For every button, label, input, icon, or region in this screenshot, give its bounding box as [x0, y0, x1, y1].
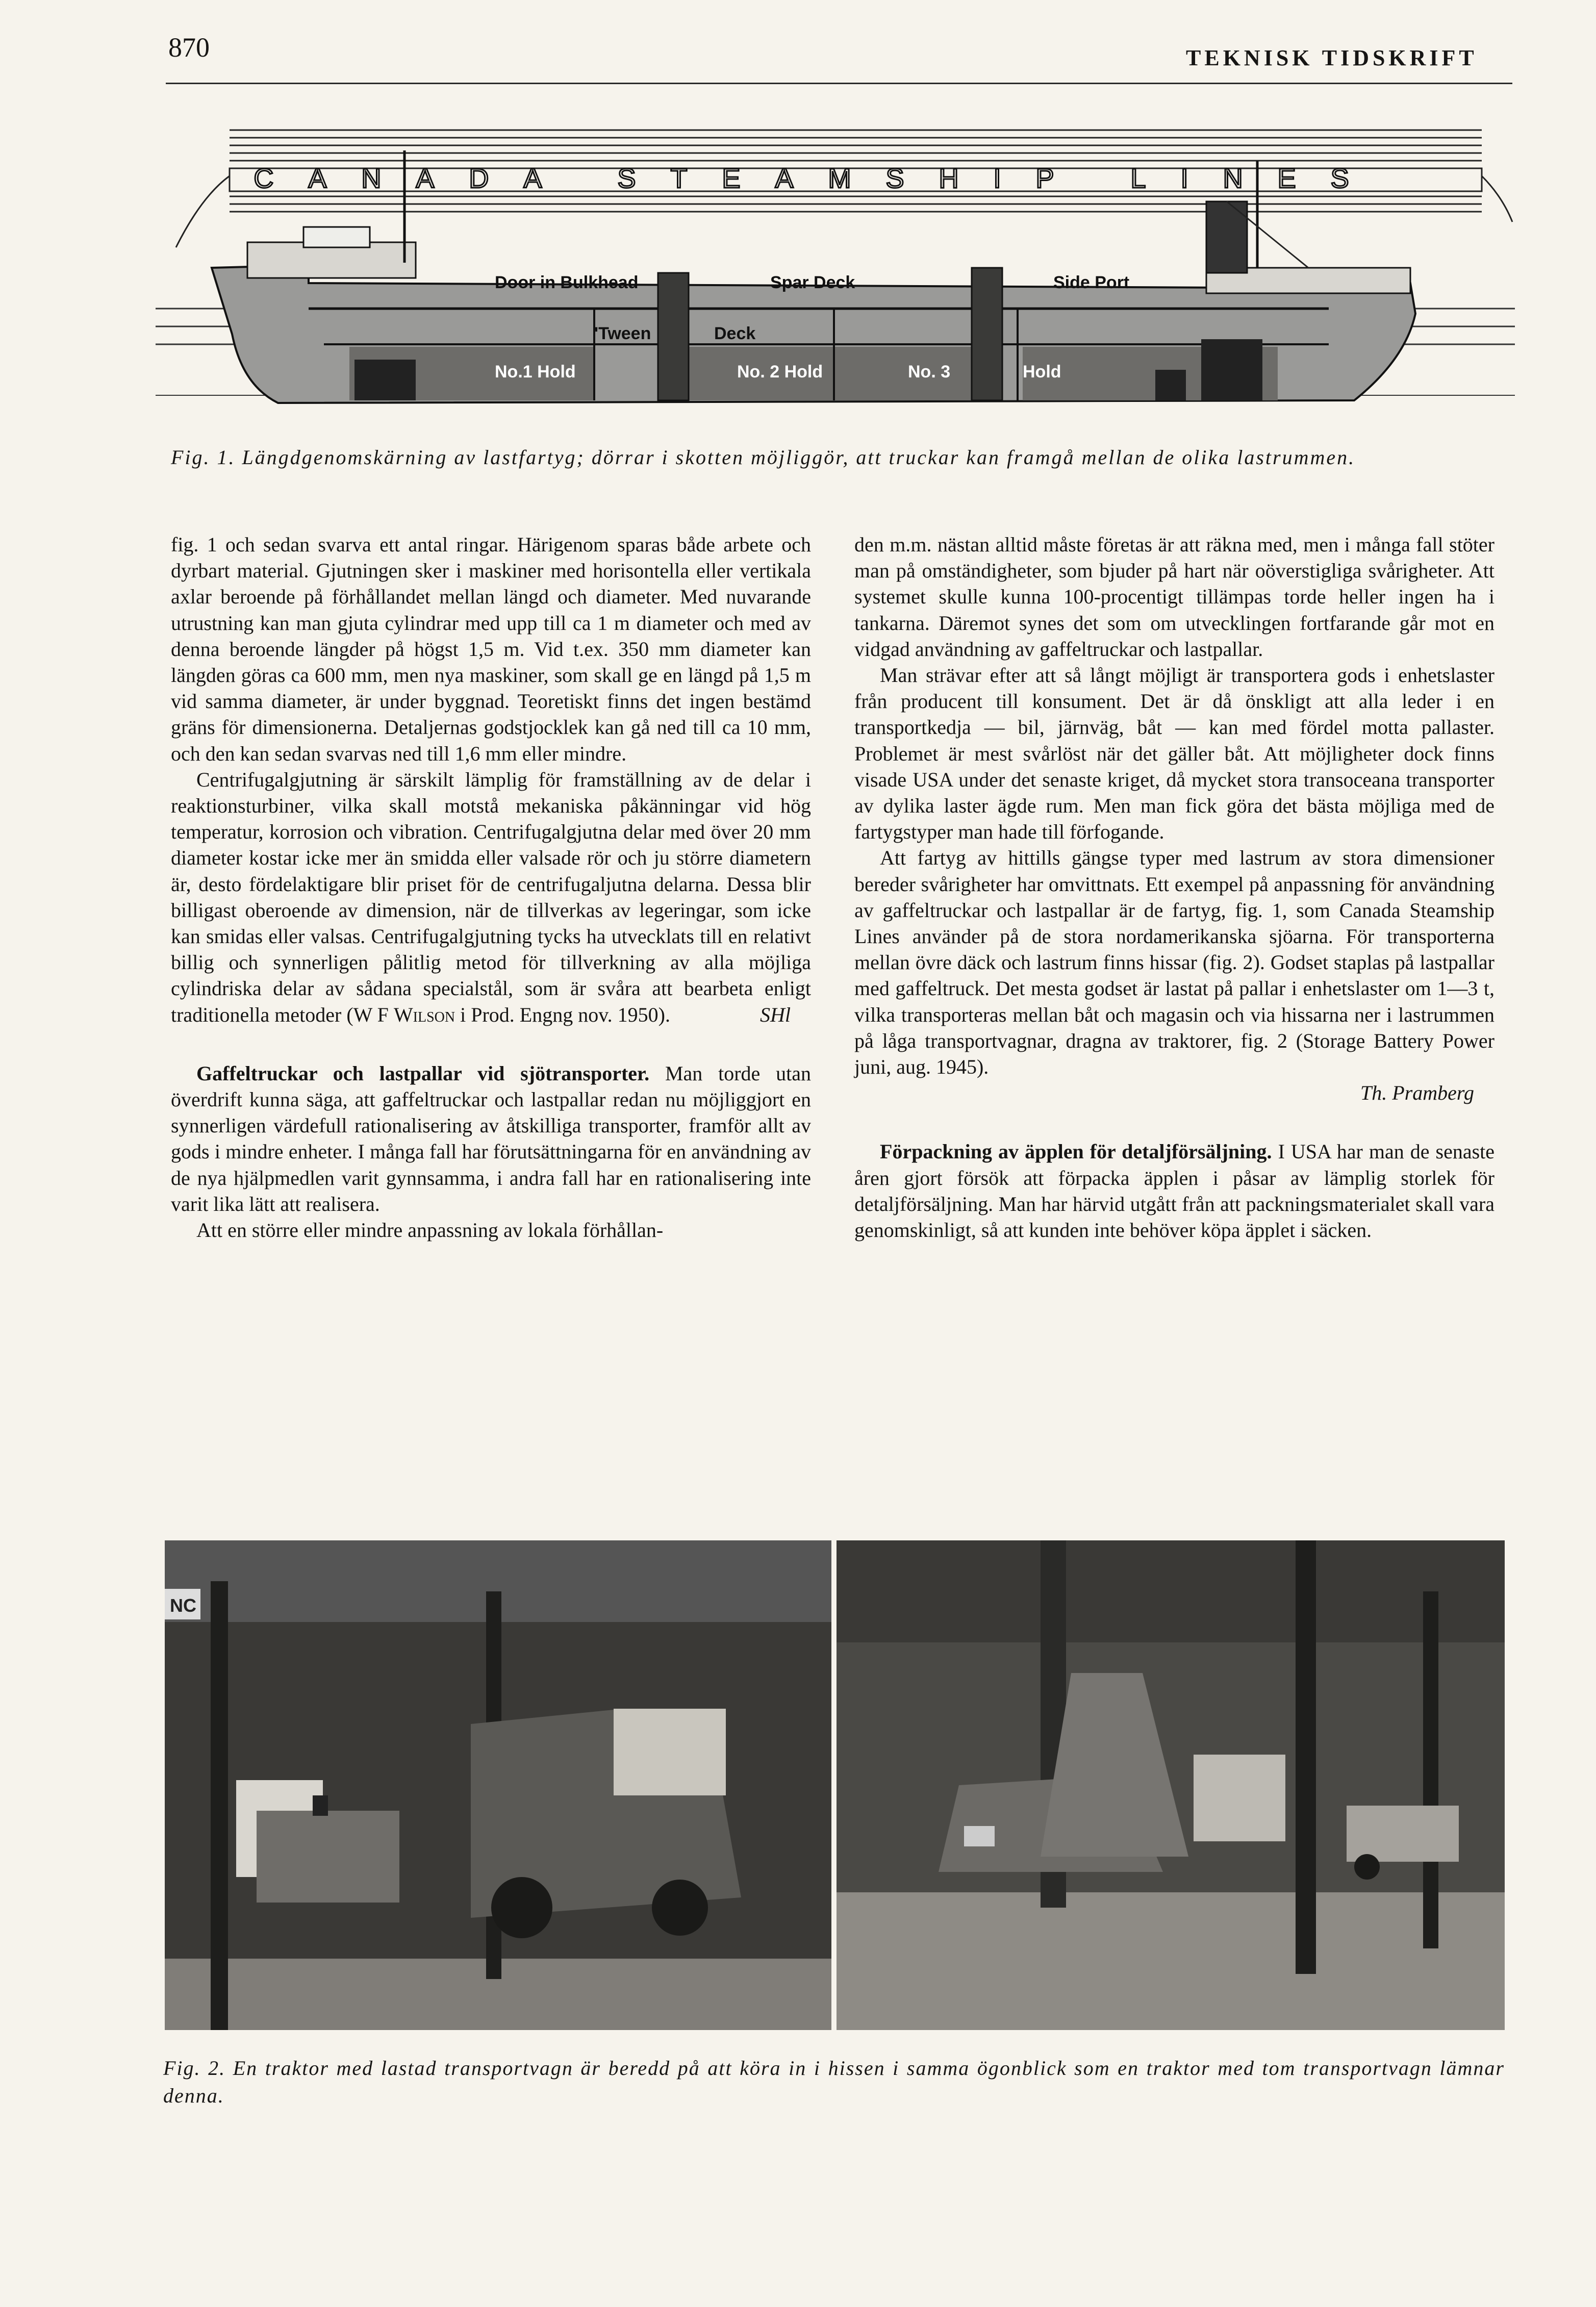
signature: Th. Pramberg	[1360, 1081, 1474, 1105]
label-spar: Spar Deck	[770, 273, 855, 292]
page-number: 870	[168, 32, 210, 63]
paragraph: Förpackning av äpplen för detaljförsäljning. I USA har man de senaste åren gjort försök att förpacka äpplen i påsar av lämplig storlek för detaljförsäljning. Man har härvid utgått från att packningsmaterialet skall vara genomskinligt, så att kunden inte behöver köpa äpplet i säcken.	[854, 1140, 1495, 1242]
paragraph: Att fartyg av hittills gängse typer med lastrum av stora dimensioner bereder svårigheter har omvittnats. Ett exempel på anpassning för användning av gaffeltruckar och lastpallar är de fartyg, fig. 1, som Canada Steamship Lines använder på de stora nordamerikanska sjöarna. För transporterna mellan övre däck och lastrum finns hissar (fig. 2). Godset staplas på lastpallar med gaffeltruck. Det mesta godset är lastat på pallar i enhetslaster om 1—3 t, vilka transporteras mellan båt och magasin och via hissarna ner i lastrummen på låga transportvagnar, dragna av traktorer, fig. 2 (Storage Battery Power juni, aug. 1945).	[854, 846, 1494, 1079]
label-side: Side Port	[1053, 273, 1130, 292]
label-deck: Deck	[714, 324, 756, 343]
label-hold2: No. 2 Hold	[737, 362, 823, 382]
label-hold1: No.1 Hold	[495, 362, 576, 382]
section-heading: Förpackning av äpplen för detaljförsäljning.	[880, 1140, 1272, 1163]
figure-2-caption: Fig. 2. En traktor med lastad transportvagn är beredd på att köra in i hissen i samma ögonblick som en traktor med tom transportvagn lämnar denna.	[163, 2057, 1505, 2107]
paragraph: den m.m. nästan alltid måste företas är att räkna med, men i många fall stöter man på omständigheter, som bjuder på hart när oöverstigliga svårigheter. Att systemet skulle kunna 100-procentigt tillämpas torde heller ingen ha i tankarna. Däremot synes det som om utvecklingen fortfarande går mot en vidgad användning av gaffeltruckar och lastpallar.	[854, 533, 1494, 661]
figure-2-photo-right	[837, 1540, 1505, 2030]
photo-sign: NC	[170, 1595, 196, 1616]
paragraph: Att en större eller mindre anpassning av lokala förhållan-	[196, 1219, 664, 1242]
figure-1-caption: Fig. 1. Längdgenomskärning av lastfartyg; dörrar i skotten möjliggör, att truckar kan framgå mellan de olika lastrummen.	[171, 446, 1356, 469]
journal-title: TEKNISK TIDSKRIFT	[1186, 45, 1478, 70]
label-hold3a: No. 3	[908, 362, 951, 382]
author-name: Wilson	[393, 1003, 455, 1026]
signature: SHl	[760, 1003, 791, 1026]
label-tween: 'Tween	[594, 324, 651, 343]
paragraph: fig. 1 och sedan svarva ett antal ringar. Härigenom sparas både arbete och dyrbart material. Gjutningen sker i maskiner med horisontella eller vertikala axlar beroende på förhållandet mellan längd och diameter. Med nuvarande utrustning kan man gjuta cylindrar med upp till ca 1 m diameter och med av denna beroende längder på högst 1,5 m. Vid t.ex. 350 mm diameter kan längden göras ca 600 mm, men nya maskiner, som skall ge en längd på 1,5 m vid samma diameter, är under byggnad. Teoretiskt finns det ingen bestämd gräns för dimensionerna. Detaljernas godstjocklek kan gå ned till ca 10 mm, och den kan sedan svarvas ned till 1,6 mm eller mindre.	[171, 533, 811, 765]
column-right	[854, 531, 1494, 1243]
spacer	[171, 1028, 811, 1060]
banner-text: CANADA STEAMSHIP LINES	[254, 163, 1384, 194]
figure-1-ship-diagram	[156, 120, 1515, 421]
paragraph: Man strävar efter att så långt möjligt är transportera gods i enhetslaster från producent till konsument. Det är då önskligt att alla leder i en transportkedja — bil, järnväg, båt — kan med fördel motta pallaster. Problemet är mest svårlöst när det gäller båt. Att möjligheter dock finns visade USA under det senaste kriget, då mycket stora transoceana transporter av dylika laster ägde rum. Men man fick göra det bästa möjliga med de fartygstyper man hade till förfogande.	[854, 664, 1494, 844]
section-heading: Gaffeltruckar och lastpallar vid sjötransporter.	[196, 1061, 650, 1085]
paragraph: Gaffeltruckar och lastpallar vid sjötransporter. Man torde utan överdrift kunna säga, att gaffeltruckar och lastpallar redan nu möjliggjort en synnerligen värdefull rationalisering av åtskilliga transporter, framför allt av gods i mindre enheter. I många fall har förutsättningarna för en användning av de nya hjälpmedlen varit gynnsamma, i andra fall har en rationalisering inte varit lika lätt att realisera.	[171, 1061, 812, 1215]
label-door: Door in Bulkhead	[495, 273, 639, 292]
spacer	[854, 1106, 1494, 1138]
header-rule	[166, 83, 1512, 84]
column-left	[171, 531, 811, 1243]
label-hold3b: Hold	[1023, 362, 1061, 382]
paragraph: Centrifugalgjutning är särskilt lämplig för framställning av de delar i reaktionsturbiner, vilka skall motstå mekaniska påkänningar vid hög temperatur, korrosion och vibration. Centrifugalgjutna delar med över 20 mm diameter kostar icke mer än smidda eller valsade rör och ju större diametern är, desto fördelaktigare blir priset för de centrifugaljutna delarna. Dessa blir billigast oberoende av dimension, när de tillverkas av legeringar, som icke kan smidas eller valsas. Centrifugalgjutning tycks ha utvecklats till en relativt billig och synnerligen pålitlig metod för tillverkning av alla möjliga cylindriska delar av sådana specialstål, som är svåra att bearbeta enligt traditionella metoder (W F Wilson i Prod. Engng nov. 1950). SHl	[171, 767, 811, 1028]
figure-2-photo-left	[165, 1540, 831, 2030]
